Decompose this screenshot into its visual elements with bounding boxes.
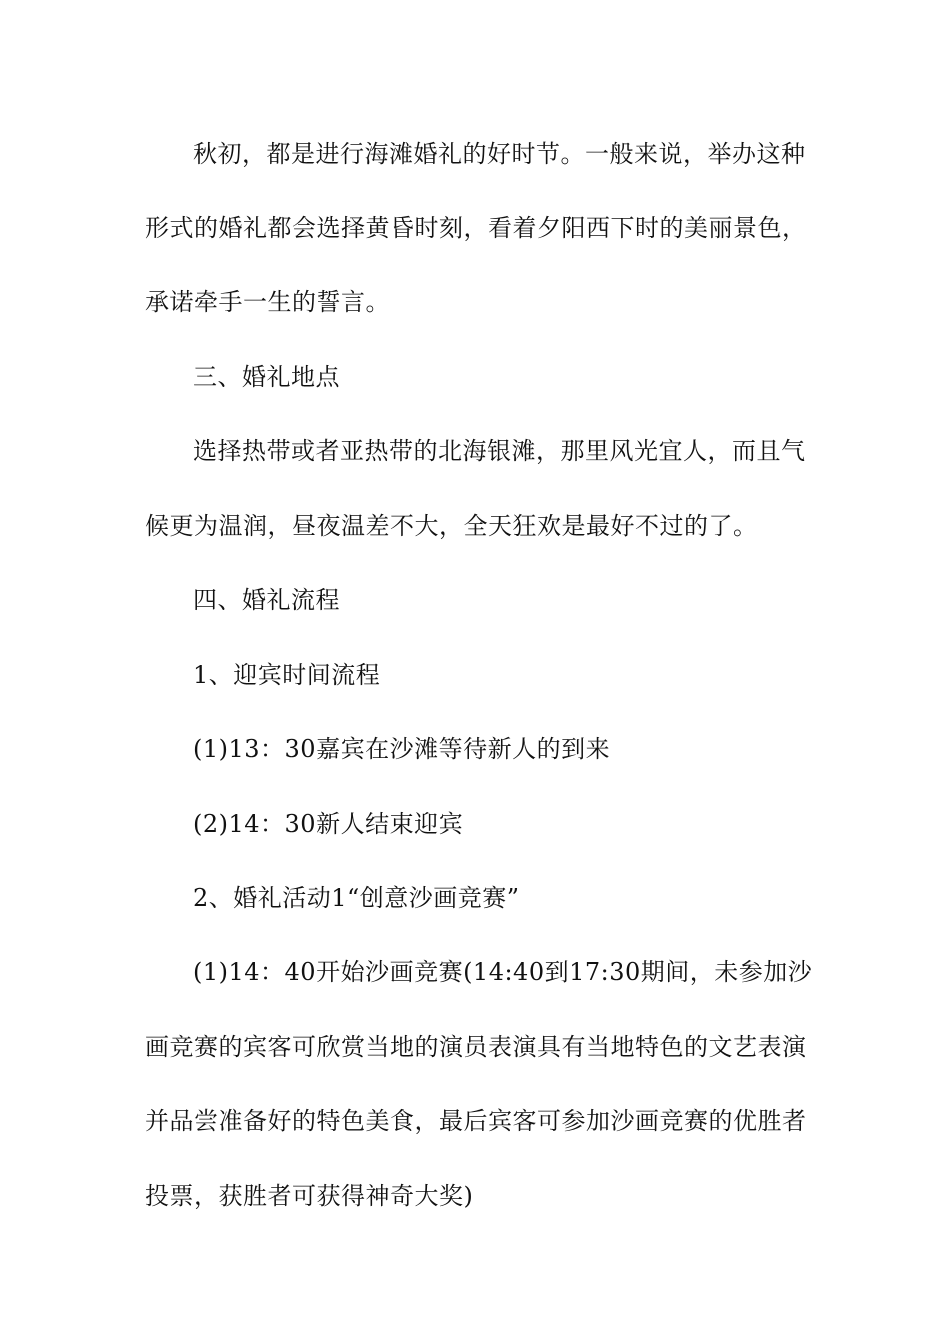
subsection-heading: 2、婚礼活动1“创意沙画竞赛”	[193, 884, 520, 912]
paragraph-line: 秋初，都是进行海滩婚礼的好时节。一般来说，举办这种	[193, 140, 806, 168]
paragraph-line: 投票，获胜者可获得神奇大奖)	[145, 1182, 474, 1210]
subsection-heading: 1、迎宾时间流程	[193, 661, 381, 689]
paragraph-line: 并品尝准备好的特色美食，最后宾客可参加沙画竞赛的优胜者	[145, 1107, 807, 1135]
paragraph-line: 承诺牵手一生的誓言。	[145, 288, 390, 316]
section-heading: 三、婚礼地点	[193, 363, 340, 391]
paragraph-line: 形式的婚礼都会选择黄昏时刻，看着夕阳西下时的美丽景色，	[145, 214, 807, 242]
section-heading: 四、婚礼流程	[193, 586, 340, 614]
list-item: (1)13：30嘉宾在沙滩等待新人的到来	[193, 735, 611, 763]
paragraph-line: 选择热带或者亚热带的北海银滩，那里风光宜人，而且气	[193, 437, 806, 465]
list-item: (2)14：30新人结束迎宾	[193, 810, 464, 838]
list-item: (1)14：40开始沙画竞赛(14:40到17:30期间，未参加沙	[193, 958, 813, 986]
paragraph-line: 画竞赛的宾客可欣赏当地的演员表演具有当地特色的文艺表演	[145, 1033, 807, 1061]
paragraph-line: 候更为温润，昼夜温差不大，全天狂欢是最好不过的了。	[145, 512, 758, 540]
